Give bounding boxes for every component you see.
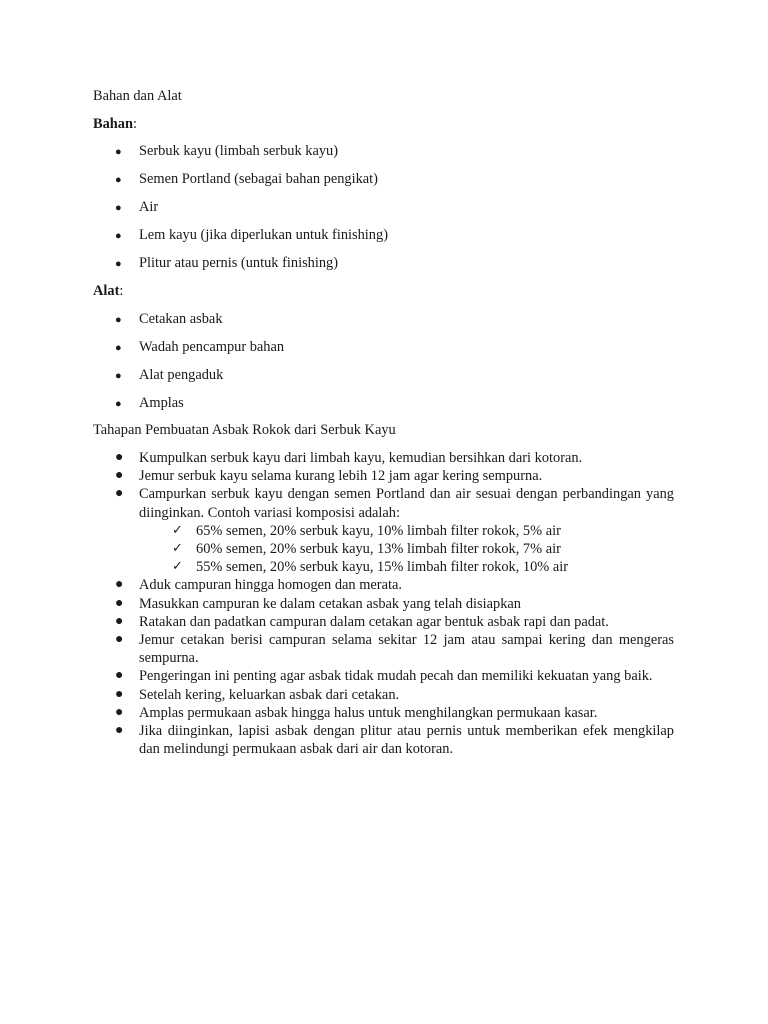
bullet-icon: ● bbox=[115, 595, 124, 611]
bahan-colon: : bbox=[133, 116, 137, 132]
step-text: Jika diinginkan, lapisi asbak dengan plitur atau pernis untuk memberikan efek mengkilap dan melindungi permukaan asbak dari air dan kotoran. bbox=[139, 723, 674, 758]
step-text: Masukkan campuran ke dalam cetakan asbak yang telah disiapkan bbox=[139, 595, 522, 612]
bullet-icon: ● bbox=[115, 486, 124, 502]
alat-item: Alat pengaduk bbox=[139, 367, 224, 383]
checkmark-icon: ✓ bbox=[172, 559, 183, 575]
bullet-icon: ● bbox=[115, 370, 122, 382]
step-item bbox=[93, 631, 674, 667]
bullet-icon: ● bbox=[115, 613, 124, 629]
step-item bbox=[93, 613, 674, 631]
bullet-icon: ● bbox=[115, 202, 122, 214]
bullet-icon: ● bbox=[115, 258, 122, 270]
steps-list bbox=[93, 449, 674, 758]
alat-colon: : bbox=[119, 283, 124, 299]
bullet-icon: ● bbox=[115, 450, 124, 465]
composition-item bbox=[93, 558, 674, 576]
bahan-item: Air bbox=[139, 199, 159, 215]
step-text: Kumpulkan serbuk kayu dari limbah kayu, kemudian bersihkan dari kotoran. bbox=[139, 450, 583, 466]
bullet-icon: ● bbox=[115, 632, 124, 648]
bullet-icon: ● bbox=[115, 342, 122, 354]
bahan-label: Bahan bbox=[93, 116, 133, 132]
step-text: Pengeringan ini penting agar asbak tidak mudah pecah dan memiliki kekuatan yang baik. bbox=[139, 668, 653, 685]
composition-text: 55% semen, 20% serbuk kayu, 15% limbah filter rokok, 10% air bbox=[196, 559, 569, 576]
alat-label: Alat bbox=[93, 283, 120, 299]
step-text: Jemur serbuk kayu selama kurang lebih 12 jam agar kering sempurna. bbox=[139, 468, 543, 485]
step-item bbox=[93, 686, 674, 704]
step-item bbox=[93, 667, 674, 685]
step-item bbox=[93, 449, 674, 467]
bahan-label-line bbox=[93, 116, 137, 133]
bullet-icon: ● bbox=[115, 174, 122, 186]
bahan-item: Semen Portland (sebagai bahan pengikat) bbox=[139, 171, 378, 187]
step-text: Aduk campuran hingga homogen dan merata. bbox=[139, 577, 402, 594]
alat-item: Amplas bbox=[139, 395, 184, 411]
step-text: Campurkan serbuk kayu dengan semen Portland dan air sesuai dengan perbandingan yang diinginkan. Contoh variasi komposisi adalah: bbox=[139, 486, 674, 521]
composition-text: 65% semen, 20% serbuk kayu, 10% limbah filter rokok, 5% air bbox=[196, 522, 561, 539]
bahan-item: Serbuk kayu (limbah serbuk kayu) bbox=[139, 143, 339, 159]
step-text: Amplas permukaan asbak hingga halus untuk menghilangkan permukaan kasar. bbox=[139, 704, 598, 721]
step-item bbox=[93, 595, 674, 613]
bullet-icon: ● bbox=[115, 704, 124, 720]
bullet-icon: ● bbox=[115, 230, 122, 242]
bullet-icon: ● bbox=[115, 668, 124, 684]
bullet-icon: ● bbox=[115, 686, 124, 702]
alat-item: Wadah pencampur bahan bbox=[139, 339, 285, 355]
bullet-icon: ● bbox=[115, 723, 124, 739]
step-item bbox=[93, 722, 674, 758]
step-item bbox=[93, 467, 674, 485]
bahan-item: Plitur atau pernis (untuk finishing) bbox=[139, 255, 339, 271]
heading-tahapan: Tahapan Pembuatan Asbak Rokok dari Serbuk Kayu bbox=[93, 422, 396, 438]
checkmark-icon: ✓ bbox=[172, 522, 183, 538]
bullet-icon: ● bbox=[115, 468, 124, 484]
bahan-item: Lem kayu (jika diperlukan untuk finishing) bbox=[139, 227, 388, 243]
composition-item bbox=[93, 522, 674, 540]
composition-item bbox=[93, 540, 674, 558]
bullet-icon: ● bbox=[115, 146, 122, 158]
step-item bbox=[93, 485, 674, 521]
step-text: Jemur cetakan berisi campuran selama sekitar 12 jam atau sampai kering dan mengeras sempurna. bbox=[139, 632, 674, 667]
bullet-icon: ● bbox=[115, 314, 122, 326]
step-text: Setelah kering, keluarkan asbak dari cetakan. bbox=[139, 686, 400, 703]
step-text: Ratakan dan padatkan campuran dalam cetakan agar bentuk asbak rapi dan padat. bbox=[139, 613, 609, 630]
checkmark-icon: ✓ bbox=[172, 541, 183, 557]
composition-text: 60% semen, 20% serbuk kayu, 13% limbah filter rokok, 7% air bbox=[196, 541, 561, 558]
heading-bahan-dan-alat: Bahan dan Alat bbox=[93, 88, 182, 104]
alat-item: Cetakan asbak bbox=[139, 311, 223, 327]
step-item bbox=[93, 576, 674, 594]
alat-label-line bbox=[93, 283, 123, 300]
step-item bbox=[93, 704, 674, 722]
bullet-icon: ● bbox=[115, 398, 122, 410]
bullet-icon: ● bbox=[115, 577, 124, 593]
